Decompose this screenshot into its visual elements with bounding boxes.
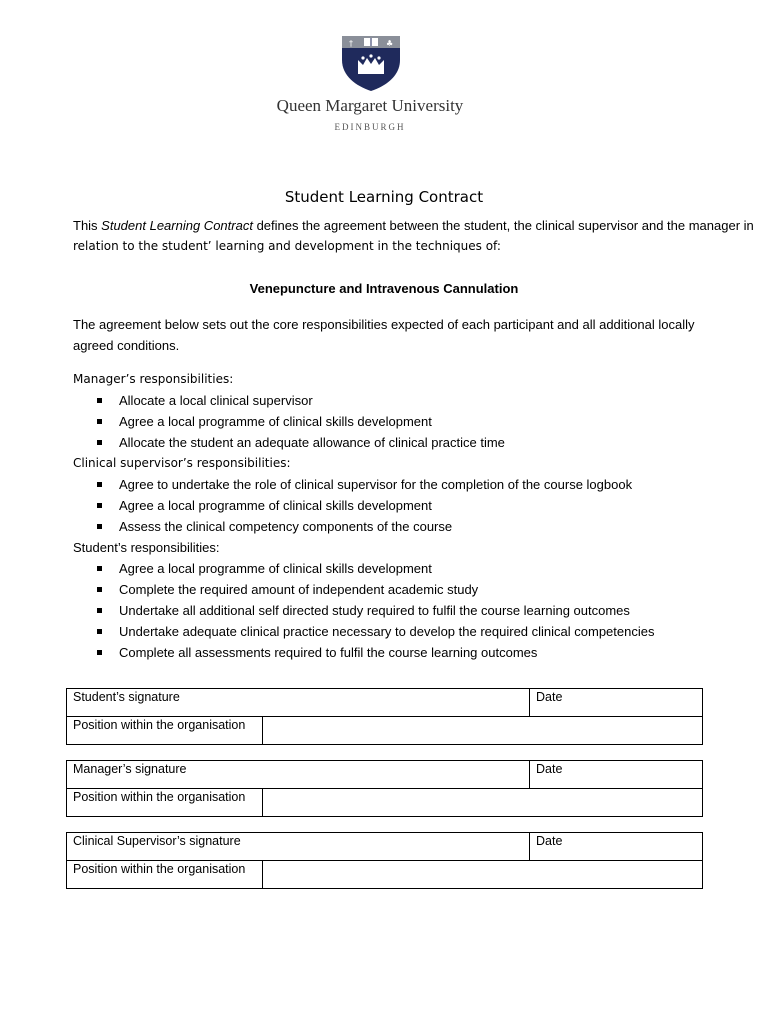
list-item: Assess the clinical competency components of the course	[73, 516, 632, 537]
university-city: EDINBURGH	[334, 122, 406, 132]
list-item: Allocate the student an adequate allowance of clinical practice time	[73, 432, 505, 453]
manager-date-field[interactable]: Date	[530, 761, 703, 789]
manager-signature-field[interactable]: Manager’s signature	[67, 761, 530, 789]
supervisor-position-label: Position within the organisation	[67, 861, 263, 889]
bullet-icon	[97, 524, 102, 529]
bullet-icon	[97, 398, 102, 403]
svg-text:♣: ♣	[386, 39, 394, 48]
supervisor-date-field[interactable]: Date	[530, 833, 703, 861]
student-date-field[interactable]: Date	[530, 689, 703, 717]
supervisor-signature-field[interactable]: Clinical Supervisor’s signature	[67, 833, 530, 861]
supervisor-position-field[interactable]	[263, 861, 703, 889]
bullet-icon	[97, 608, 102, 613]
list-item: Agree a local programme of clinical skills development	[73, 411, 505, 432]
bullet-icon	[97, 482, 102, 487]
list-item: Undertake all additional self directed study required to fulfil the course learning outcomes	[73, 600, 654, 621]
university-name: Queen Margaret University	[276, 96, 464, 115]
student-responsibilities-list	[73, 558, 654, 663]
document-title: Student Learning Contract	[284, 188, 484, 206]
student-position-label: Position within the organisation	[67, 717, 263, 745]
list-item: Complete all assessments required to fulfil the course learning outcomes	[73, 642, 654, 663]
bullet-icon	[97, 566, 102, 571]
bullet-icon	[97, 503, 102, 508]
bullet-icon	[97, 440, 102, 445]
student-responsibilities-heading: Student’s responsibilities:	[73, 540, 220, 555]
intro-paragraph: This Student Learning Contract defines the agreement between the student, the clinical supervisor and the manager in relation to the student’ learning and development in the techniques of:	[73, 218, 754, 253]
manager-responsibilities-heading: Manager’s responsibilities:	[73, 372, 234, 386]
student-signature-field[interactable]: Student’s signature	[67, 689, 530, 717]
university-crest-logo	[340, 34, 402, 92]
bullet-icon	[97, 419, 102, 424]
bullet-icon	[97, 650, 102, 655]
list-item: Complete the required amount of independent academic study	[73, 579, 654, 600]
agreement-paragraph: The agreement below sets out the core responsibilities expected of each participant and all additional locally agreed conditions.	[73, 317, 695, 353]
list-item: Allocate a local clinical supervisor	[73, 390, 505, 411]
supervisor-signature-table	[66, 832, 703, 889]
procedure-subtitle: Venepuncture and Intravenous Cannulation	[249, 281, 519, 296]
list-item: Agree a local programme of clinical skills development	[73, 558, 654, 579]
bullet-icon	[97, 587, 102, 592]
svg-text:†: †	[349, 39, 353, 48]
list-item: Agree a local programme of clinical skills development	[73, 495, 632, 516]
list-item: Agree to undertake the role of clinical supervisor for the completion of the course logbook	[73, 474, 632, 495]
bullet-icon	[97, 629, 102, 634]
manager-responsibilities-list	[73, 390, 505, 453]
manager-position-label: Position within the organisation	[67, 789, 263, 817]
list-item: Undertake adequate clinical practice necessary to develop the required clinical competencies	[73, 621, 654, 642]
intro-emphasis: Student Learning Contract	[101, 218, 253, 233]
supervisor-responsibilities-list	[73, 474, 632, 537]
student-signature-table	[66, 688, 703, 745]
student-position-field[interactable]	[263, 717, 703, 745]
supervisor-responsibilities-heading: Clinical supervisor’s responsibilities:	[73, 456, 291, 470]
manager-position-field[interactable]	[263, 789, 703, 817]
manager-signature-table	[66, 760, 703, 817]
